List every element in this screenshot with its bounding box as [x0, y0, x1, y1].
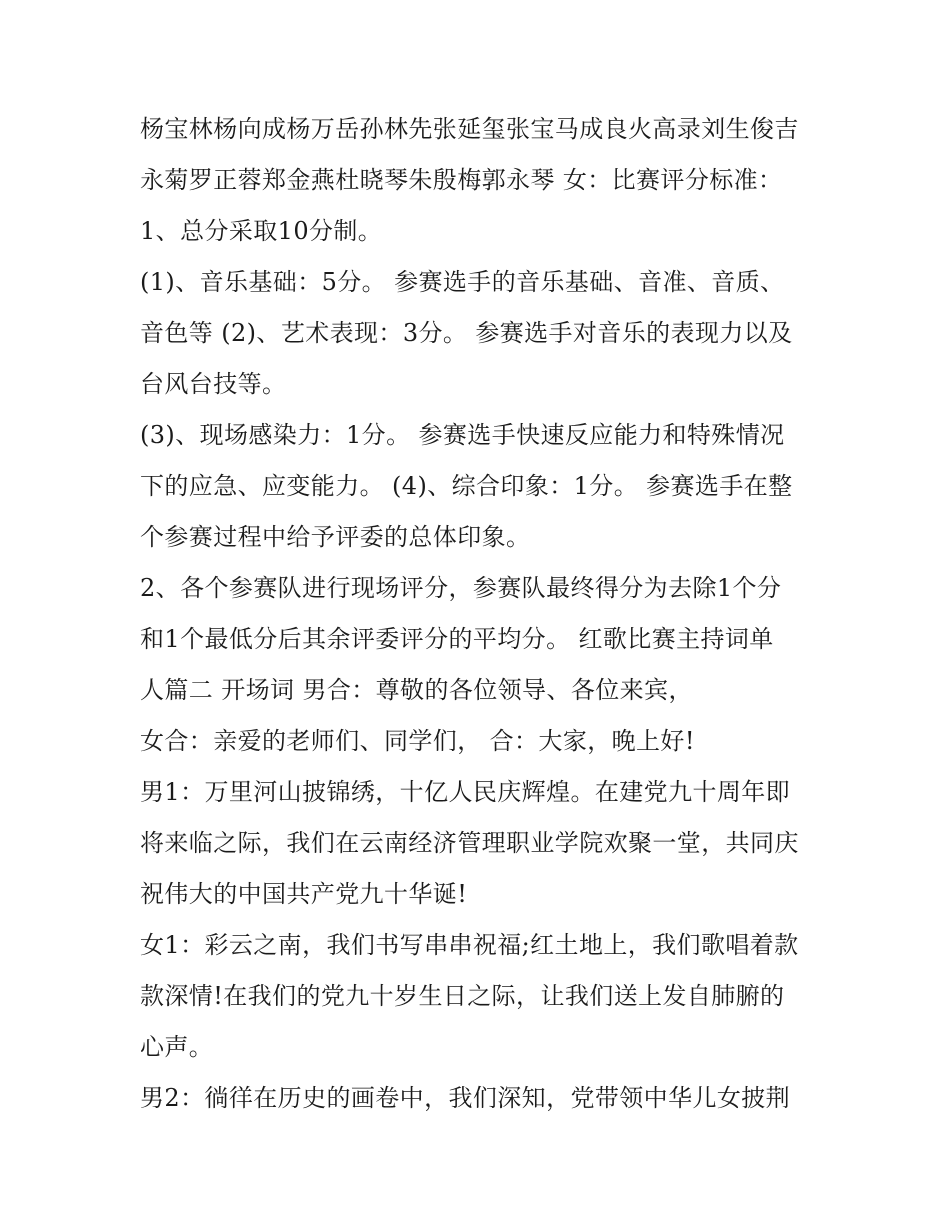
text-line: 人篇二 开场词 男合：尊敬的各位领导、各位来宾， — [140, 676, 693, 704]
text-line: 女合：亲爱的老师们、同学们， 合：大家，晚上好! — [140, 727, 695, 755]
text-line: 1、总分采取10分制。 — [140, 217, 383, 245]
text-line: 和1个最低分后其余评委评分的平均分。 红歌比赛主持词单 — [140, 625, 774, 653]
text-line: 台风台技等。 — [140, 370, 287, 398]
text-line: 下的应急、应变能力。 (4)、综合印象：1分。 参赛选手在整 — [140, 472, 793, 500]
text-line: 男1：万里河山披锦绣，十亿人民庆辉煌。在建党九十周年即 — [140, 778, 791, 806]
text-line: 祝伟大的中国共产党九十华诞! — [140, 880, 468, 908]
text-line: (3)、现场感染力：1分。 参赛选手快速反应能力和特殊情况 — [140, 421, 785, 449]
document-body — [140, 104, 830, 1124]
text-line: 款深情!在我们的党九十岁生日之际，让我们送上发自肺腑的 — [140, 982, 785, 1010]
text-line: 男2：徜徉在历史的画卷中，我们深知，党带领中华儿女披荆 — [140, 1084, 791, 1112]
text-line: 心声。 — [140, 1033, 214, 1061]
text-line: 音色等 (2)、艺术表现：3分。 参赛选手对音乐的表现力以及 — [140, 319, 793, 347]
text-line: 女1：彩云之南，我们书写串串祝福;红土地上，我们歌唱着款 — [140, 931, 799, 959]
text-line: 杨宝林杨向成杨万岳孙林先张延玺张宝马成良火高录刘生俊吉 — [140, 115, 799, 143]
text-line: 将来临之际，我们在云南经济管理职业学院欢聚一堂，共同庆 — [140, 829, 799, 857]
text-line: (1)、音乐基础：5分。 参赛选手的音乐基础、音准、音质、 — [140, 268, 785, 296]
text-line: 个参赛过程中给予评委的总体印象。 — [140, 523, 531, 551]
text-line: 2、各个参赛队进行现场评分，参赛队最终得分为去除1个分 — [140, 574, 782, 602]
text-line: 永菊罗正蓉郑金燕杜晓琴朱殷梅郭永琴 女：比赛评分标准： — [140, 166, 783, 194]
